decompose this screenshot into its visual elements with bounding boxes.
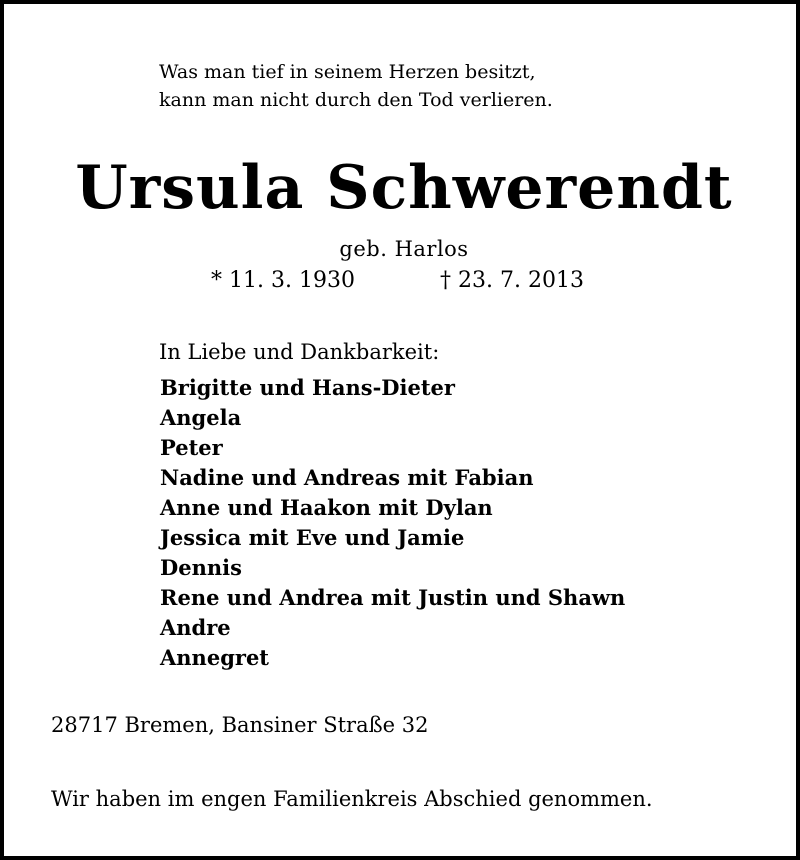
list-item: Peter xyxy=(160,435,223,460)
list-item: Angela xyxy=(160,405,242,430)
list-item: Jessica mit Eve und Jamie xyxy=(160,525,465,550)
list-item: Nadine und Andreas mit Fabian xyxy=(160,465,534,490)
mourners-list xyxy=(160,373,625,673)
farewell-note: Wir haben im engen Familienkreis Abschied genommen. xyxy=(51,787,653,811)
family-address: 28717 Bremen, Bansiner Straße 32 xyxy=(51,713,429,737)
list-item: Anne und Haakon mit Dylan xyxy=(160,495,493,520)
list-item: Rene und Andrea mit Justin und Shawn xyxy=(160,585,626,610)
list-item: Brigitte und Hans-Dieter xyxy=(160,375,455,400)
maiden-name: geb. Harlos xyxy=(339,237,469,261)
list-item: Annegret xyxy=(160,645,269,670)
list-item: Dennis xyxy=(160,555,242,580)
motto-line: Was man tief in seinem Herzen besitzt, xyxy=(159,61,536,83)
list-item: Andre xyxy=(160,615,231,640)
motto-line: kann man nicht durch den Tod verlieren. xyxy=(159,89,553,111)
dedication-line: In Liebe und Dankbarkeit: xyxy=(159,340,440,364)
motto-quote xyxy=(159,58,553,114)
deceased-name: Ursula Schwerendt xyxy=(75,153,733,223)
death-date: † 23. 7. 2013 xyxy=(440,268,584,293)
birth-date: * 11. 3. 1930 xyxy=(211,268,355,293)
